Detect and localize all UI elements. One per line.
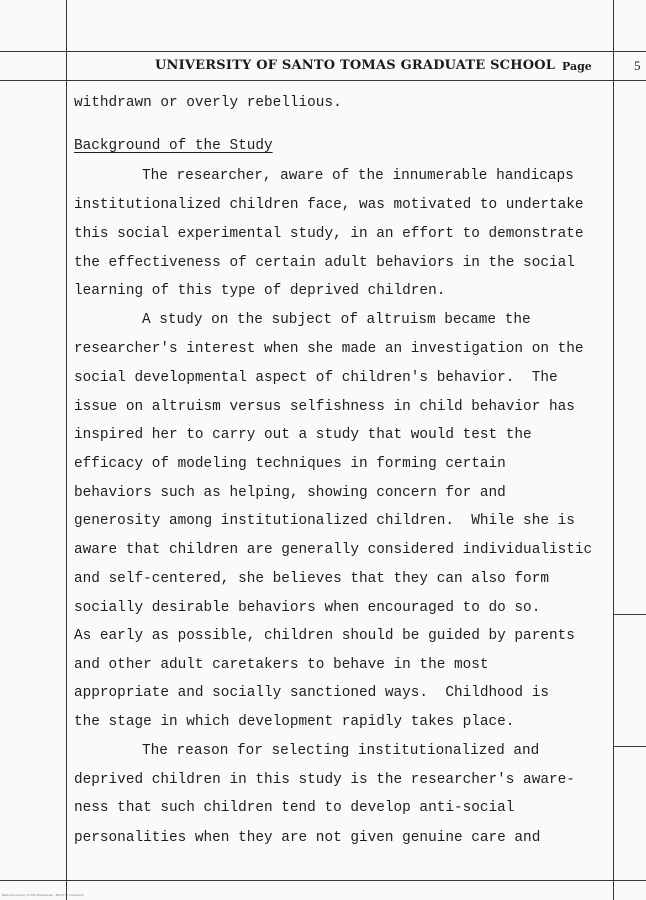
text-line: behaviors such as helping, showing concern for and — [74, 485, 506, 501]
top-rule — [0, 51, 646, 52]
text-line: socially desirable behaviors when encouraged to do so. — [74, 600, 541, 616]
text-line: the stage in which development rapidly takes place. — [74, 714, 515, 730]
text-line: As early as possible, children should be guided by parents — [74, 628, 575, 644]
right-tab-rule-1 — [614, 614, 646, 615]
text-line: generosity among institutionalized children. While she is — [74, 513, 575, 529]
text-line: learning of this type of deprived children. — [74, 283, 446, 299]
text-line: and other adult caretakers to behave in the most — [74, 657, 489, 673]
text-line: social developmental aspect of children's behavior. The — [74, 370, 558, 386]
header-rule — [0, 80, 646, 81]
text-line: The researcher, aware of the innumerable handicaps — [142, 168, 574, 184]
text-line: ness that such children tend to develop anti-social — [74, 800, 515, 816]
text-line: The reason for selecting institutionalized and — [142, 743, 540, 759]
page-number: 5 — [634, 58, 641, 73]
text-line: and self-centered, she believes that they can also form — [74, 571, 549, 587]
text-line: this social experimental study, in an effort to demonstrate — [74, 226, 584, 242]
text-line: issue on altruism versus selfishness in child behavior has — [74, 399, 575, 415]
text-line: personalities when they are not given genuine care and — [74, 830, 541, 846]
text-line: institutionalized children face, was motivated to undertake — [74, 197, 584, 213]
right-margin-rule — [613, 0, 614, 900]
text-line: efficacy of modeling techniques in forming certain — [74, 456, 506, 472]
text-line: withdrawn or overly rebellious. — [74, 95, 342, 111]
section-heading: Background of the Study — [74, 138, 273, 154]
left-margin-rule — [66, 0, 67, 900]
bottom-rule — [0, 880, 646, 881]
text-line: A study on the subject of altruism became the — [142, 312, 531, 328]
right-tab-rule-2 — [614, 746, 646, 747]
text-line: deprived children in this study is the researcher's aware- — [74, 772, 575, 788]
text-line: inspired her to carry out a study that would test the — [74, 427, 532, 443]
text-line: researcher's interest when she made an investigation on the — [74, 341, 584, 357]
text-line: the effectiveness of certain adult behaviors in the social — [74, 255, 575, 271]
scan-credit: National Library of the Philippines · NLP-ETD Collection — [2, 893, 85, 897]
text-line: appropriate and socially sanctioned ways. Childhood is — [74, 685, 549, 701]
text-line: aware that children are generally considered individualistic — [74, 542, 593, 558]
page-label: Page — [562, 60, 592, 73]
university-header: UNIVERSITY OF SANTO TOMAS GRADUATE SCHOOL — [155, 58, 556, 73]
